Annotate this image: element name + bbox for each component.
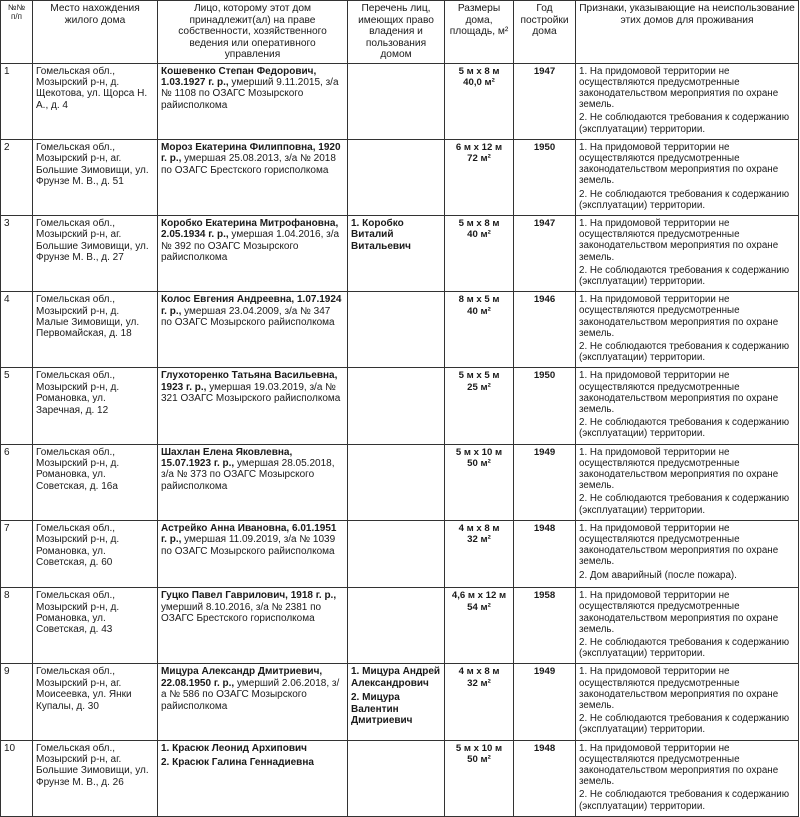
- owner-details: умершая 23.04.2009, з/а № 347 по ОЗАГС Мозырского райисполкома: [161, 305, 335, 328]
- row-size: [445, 368, 514, 444]
- row-persons: [348, 292, 445, 368]
- owner-details: умершая 28.05.2018, з/а № 373 по ОЗАГС Мозырского райисполкома: [161, 458, 335, 492]
- owner-details: умершая 19.03.2019, з/а № 321 ОЗАГС Мозырского райисполкома: [161, 381, 341, 405]
- row-size: [445, 664, 514, 740]
- sign-item: 1. На придомовой территории не осуществляются предусмотренные законодательством мероприятия по охране земель.: [579, 65, 779, 111]
- header-location: Место нахождения жилого дома: [33, 1, 158, 64]
- row-owner: [158, 215, 348, 291]
- size-area: 40,0 м²: [463, 76, 495, 88]
- row-size: [445, 292, 514, 368]
- row-size: [445, 444, 514, 520]
- owner-details: умершая 25.08.2013, з/а № 2018 по ОЗАГС Брестского горисполкома: [161, 153, 336, 176]
- row-persons: [348, 588, 445, 664]
- row-location: Гомельская обл., Мозырский р-н, д. Романовка, ул. Заречная, д. 12: [33, 368, 158, 444]
- row-year: 1948: [514, 520, 576, 587]
- owner-name: Астрейко Анна Ивановна, 6.01.1951 г. р.,: [161, 522, 337, 546]
- size-area: 40 м²: [467, 229, 491, 241]
- header-num: №№ п/п: [1, 1, 33, 64]
- row-year: 1946: [514, 292, 576, 368]
- row-owner: [158, 740, 348, 816]
- row-signs: [576, 444, 799, 520]
- row-signs: [576, 588, 799, 664]
- row-number: 5: [1, 368, 33, 444]
- table-row: [1, 444, 799, 520]
- size-area: 54 м²: [467, 601, 491, 613]
- row-location: Гомельская обл., Мозырский р-н, д. Романовка, ул. Советская, д. 60: [33, 520, 158, 587]
- row-size: [445, 215, 514, 291]
- table-body: [1, 63, 799, 816]
- sign-item: 2. Не соблюдаются требования к содержанию (эксплуатации) территории.: [579, 264, 790, 287]
- row-owner: [158, 368, 348, 444]
- header-year: Год постройки дома: [514, 1, 576, 64]
- row-persons: [348, 740, 445, 816]
- row-location: Гомельская обл., Мозырский р-н, д. Малые Зимовищи, ул. Первомайская, д. 18: [33, 292, 158, 368]
- table-row: [1, 740, 799, 816]
- size-dimensions: 5 м х 10 м: [455, 446, 503, 458]
- row-persons: [348, 520, 445, 587]
- table-row: [1, 588, 799, 664]
- sign-item: 1. На придомовой территории не осуществляются предусмотренные законодательством мероприятия по охране земель.: [579, 217, 779, 263]
- table-row: [1, 664, 799, 740]
- row-persons: [348, 63, 445, 139]
- row-location: Гомельская обл., Мозырский р-н, аг. Большие Зимовищи, ул. Фрунзе М. В., д. 51: [33, 139, 158, 215]
- row-owner: [158, 292, 348, 368]
- row-signs: [576, 292, 799, 368]
- row-location: Гомельская обл., Мозырский р-н, д. Романовка, ул. Советская, д. 43: [33, 588, 158, 664]
- size-dimensions: 4 м х 8 м: [458, 666, 500, 678]
- row-size: [445, 139, 514, 215]
- sign-item: 1. На придомовой территории не осуществляются предусмотренные законодательством мероприятия по охране земель.: [579, 742, 779, 788]
- header-owner: Лицо, которому этот дом принадлежит(ал) на праве собственности, хозяйственного ведения или оперативного управления: [158, 1, 348, 64]
- size-dimensions: 5 м х 8 м: [458, 217, 500, 229]
- owner-name: Мицура Александр Дмитриевич, 22.08.1950 г. р.,: [161, 666, 323, 689]
- row-persons: [348, 664, 445, 740]
- owner-name: Кошевенко Степан Федорович, 1.03.1927 г. р.,: [161, 65, 317, 88]
- owner-details: умерший 2.06.2018, з/а № 586 по ОЗАГС Мозырского райисполкома: [161, 677, 340, 712]
- table-row: [1, 139, 799, 215]
- owner-name: Колос Евгения Андреевна, 1.07.1924 г. р.,: [161, 294, 342, 317]
- sign-item: 1. На придомовой территории не осуществляются предусмотренные законодательством мероприятия по охране земель.: [579, 141, 779, 187]
- row-persons: [348, 139, 445, 215]
- table-row: [1, 63, 799, 139]
- row-signs: [576, 63, 799, 139]
- row-number: 1: [1, 63, 33, 139]
- size-dimensions: 5 м х 5 м: [458, 370, 500, 382]
- row-signs: [576, 520, 799, 587]
- row-number: 6: [1, 444, 33, 520]
- table-row: [1, 368, 799, 444]
- sign-item: 1. На придомовой территории не осуществляются предусмотренные законодательством мероприятия по охране земель.: [579, 666, 779, 712]
- row-owner: [158, 139, 348, 215]
- size-dimensions: 4,6 м х 12 м: [451, 590, 507, 602]
- row-persons: [348, 368, 445, 444]
- header-size: Размеры дома, площадь, м²: [445, 1, 514, 64]
- header-persons: Перечень лиц, имеющих право владения и пользования домом: [348, 1, 445, 64]
- row-number: 4: [1, 292, 33, 368]
- row-year: 1950: [514, 139, 576, 215]
- row-location: Гомельская обл., Мозырский р-н, аг. Моисеевка, ул. Янки Купалы, д. 30: [33, 664, 158, 740]
- row-location: Гомельская обл., Мозырский р-н, аг. Большие Зимовищи, ул. Фрунзе М. В., д. 27: [33, 215, 158, 291]
- row-number: 7: [1, 520, 33, 587]
- owner-details: умершая 11.09.2019, з/а № 1039 по ОЗАГС Мозырского райисполкома: [161, 534, 336, 557]
- sign-item: 1. На придомовой территории не осуществляются предусмотренные законодательством мероприятия по охране земель.: [579, 446, 779, 492]
- row-location: Гомельская обл., Мозырский р-н, д. Романовка, ул. Советская, д. 16а: [33, 444, 158, 520]
- person-entry: 1. Мицура Андрей Александрович: [351, 666, 441, 689]
- table-row: [1, 520, 799, 587]
- table-row: [1, 215, 799, 291]
- owner-name: 2. Красюк Галина Геннадиевна: [161, 757, 314, 769]
- size-dimensions: 4 м х 8 м: [458, 522, 500, 534]
- sign-item: 2. Не соблюдаются требования к содержанию (эксплуатации) территории.: [579, 637, 790, 660]
- sign-item: 1. На придомовой территории не осуществляются предусмотренные законодательством мероприятия по охране земель.: [579, 522, 779, 568]
- row-owner: [158, 664, 348, 740]
- sign-item: 2. Дом аварийный (после пожара).: [579, 569, 737, 581]
- row-number: 2: [1, 139, 33, 215]
- size-dimensions: 8 м х 5 м: [458, 294, 500, 306]
- size-dimensions: 5 м х 10 м: [455, 742, 503, 754]
- owner-name: 1. Красюк Леонид Архипович: [161, 742, 307, 754]
- size-area: 40 м²: [467, 305, 491, 317]
- sign-item: 2. Не соблюдаются требования к содержанию (эксплуатации) территории.: [579, 112, 790, 135]
- row-persons: [348, 444, 445, 520]
- row-location: Гомельская обл., Мозырский р-н, аг. Большие Зимовищи, ул. Фрунзе М. В., д. 26: [33, 740, 158, 816]
- table-header: [1, 1, 799, 64]
- row-owner: [158, 444, 348, 520]
- row-location: Гомельская обл., Мозырский р-н, д. Щекотова, ул. Щорса Н. А., д. 4: [33, 63, 158, 139]
- row-number: 10: [1, 740, 33, 816]
- header-signs: Признаки, указывающие на неиспользование этих домов для проживания: [576, 1, 799, 64]
- row-number: 3: [1, 215, 33, 291]
- row-year: 1949: [514, 444, 576, 520]
- row-owner: [158, 588, 348, 664]
- size-area: 50 м²: [467, 458, 491, 469]
- row-year: 1948: [514, 740, 576, 816]
- row-signs: [576, 368, 799, 444]
- sign-item: 2. Не соблюдаются требования к содержанию (эксплуатации) территории.: [579, 340, 790, 364]
- sign-item: 1. На придомовой территории не осуществляются предусмотренные законодательством мероприятия по охране земель.: [579, 590, 779, 635]
- row-signs: [576, 740, 799, 816]
- size-dimensions: 5 м х 8 м: [458, 65, 500, 77]
- owner-details: умерший 9.11.2015, з/а № 1108 по ОЗАГС Мозырского райисполкома: [161, 76, 339, 111]
- row-year: 1947: [514, 63, 576, 139]
- sign-item: 1. На придомовой территории не осуществляются предусмотренные законодательством мероприятия по охране земель.: [579, 294, 779, 339]
- size-area: 32 м²: [467, 677, 491, 689]
- row-size: [445, 63, 514, 139]
- row-size: [445, 740, 514, 816]
- size-area: 72 м²: [467, 153, 491, 165]
- owner-details: умершая 1.04.2016, з/а № 392 по ОЗАГС Мозырского райисполкома: [161, 229, 340, 264]
- row-year: 1949: [514, 664, 576, 740]
- size-area: 50 м²: [467, 754, 491, 766]
- row-number: 8: [1, 588, 33, 664]
- owner-name: Гуцко Павел Гаврилович, 1918 г. р.,: [161, 590, 337, 602]
- row-year: 1950: [514, 368, 576, 444]
- owner-name: Шахлан Елена Яковлевна, 15.07.1923 г. р.,: [161, 446, 293, 469]
- row-owner: [158, 520, 348, 587]
- sign-item: 2. Не соблюдаются требования к содержанию (эксплуатации) территории.: [579, 493, 790, 516]
- table-row: [1, 292, 799, 368]
- size-dimensions: 6 м х 12 м: [455, 141, 503, 153]
- row-year: 1958: [514, 588, 576, 664]
- row-signs: [576, 215, 799, 291]
- owner-name: Глухоторенко Татьяна Васильевна, 1923 г. р.,: [161, 370, 338, 393]
- sign-item: 1. На придомовой территории не осуществляются предусмотренные законодательством мероприятия по охране земель.: [579, 370, 779, 415]
- row-persons: [348, 215, 445, 291]
- row-signs: [576, 139, 799, 215]
- row-year: 1947: [514, 215, 576, 291]
- owner-name: Коробко Екатерина Митрофановна, 2.05.1934 г. р.,: [161, 217, 339, 241]
- row-size: [445, 520, 514, 587]
- sign-item: 2. Не соблюдаются требования к содержанию (эксплуатации) территории.: [579, 417, 790, 440]
- owner-details: умерший 8.10.2016, з/а № 2381 по ОЗАГС Брестского горисполкома: [161, 601, 322, 625]
- person-entry: 1. Коробко Виталий Витальевич: [351, 217, 411, 252]
- sign-item: 2. Не соблюдаются требования к содержанию (эксплуатации) территории.: [579, 789, 790, 812]
- row-signs: [576, 664, 799, 740]
- row-owner: [158, 63, 348, 139]
- sign-item: 2. Не соблюдаются требования к содержанию (эксплуатации) территории.: [579, 188, 790, 211]
- size-area: 32 м²: [467, 534, 491, 546]
- owner-name: Мороз Екатерина Филипповна, 1920 г. р.,: [161, 141, 341, 165]
- row-number: 9: [1, 664, 33, 740]
- row-size: [445, 588, 514, 664]
- sign-item: 2. Не соблюдаются требования к содержанию (эксплуатации) территории.: [579, 713, 790, 736]
- size-area: 25 м²: [467, 381, 491, 393]
- person-entry: 2. Мицура Валентин Дмитриевич: [351, 692, 413, 727]
